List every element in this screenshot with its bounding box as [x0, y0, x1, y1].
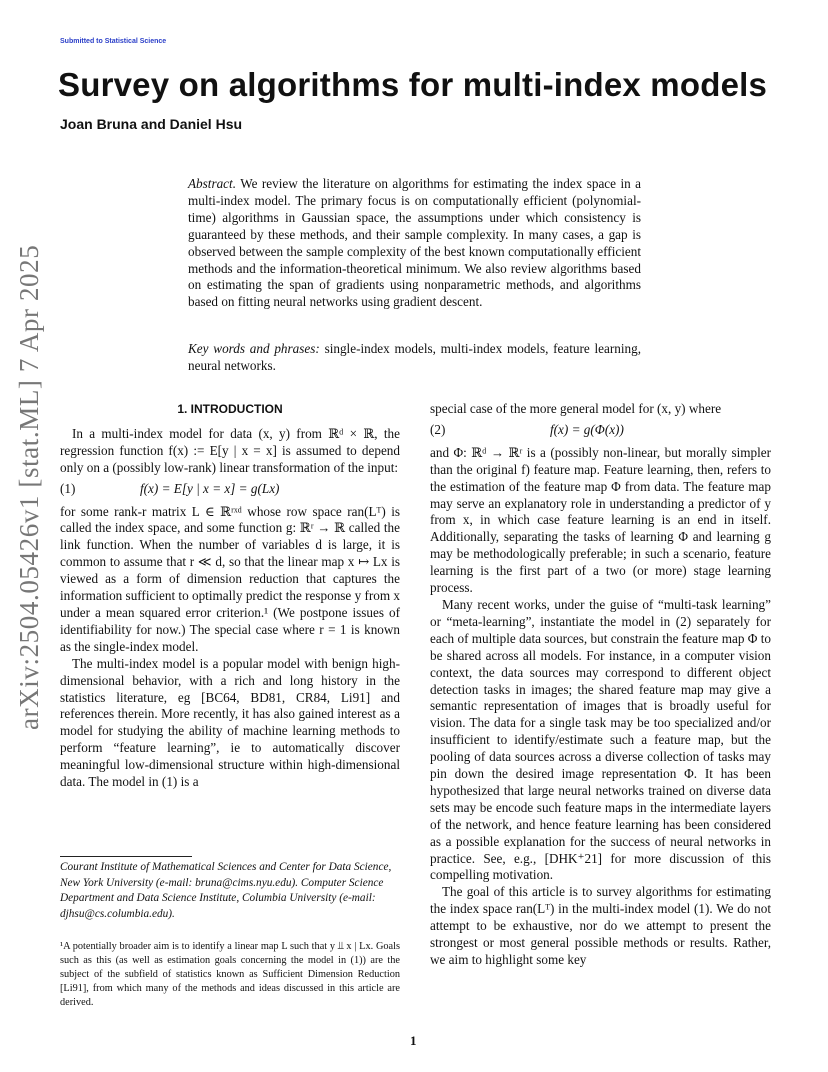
paragraph: special case of the more general model for (x, y) where [430, 401, 722, 416]
abstract-text: We review the literature on algorithms for estimating the index space in a multi-index model. The primary focus is on computationally efficient (polynomial-time) algorithms in Gaussian space, the assumptions under which consistency is guaranteed by these methods, and their sample complexity. In many cases, a gap is observed between the sample complexity of the best known computationally efficient methods and the information-theoretical minimum. We also review algorithms based on estimating the span of gradients using nonparametric methods, and algorithms based on fitting neural networks using gradient descent. [188, 176, 641, 310]
paragraph: The goal of this article is to survey algorithms for estimating the index space ran(Lᵀ) in the multi-index model (1). We do not attempt to be exhaustive, nor do we attempt to present the strongest or most general possible methods or results. Rather, we aim to highlight some key [430, 884, 771, 967]
column-right [430, 401, 771, 969]
paper-title: Survey on algorithms for multi-index models [58, 66, 768, 103]
arxiv-stamp: arXiv:2504.05426v1 [stat.ML] 7 Apr 2025 [14, 244, 44, 730]
equation-body: f(x) = g(Φ(x)) [550, 421, 624, 437]
abstract-label: Abstract. [188, 176, 236, 191]
equation-body: f(x) = E[y | x = x] = g(Lx) [140, 480, 280, 496]
abstract [188, 176, 641, 311]
keywords-label: Key words and phrases: [188, 341, 320, 356]
paragraph: In a multi-index model for data (x, y) from ℝᵈ × ℝ, the regression function f(x) := E[y | x = x] is assumed to depend only on a (possibly low-rank) linear transformation of the input: [60, 425, 400, 475]
paragraph: for some rank-r matrix L ∈ ℝʳˣᵈ whose row space ran(Lᵀ) is called the index space, and some function g: ℝʳ → ℝ called the link function. When the number of variables d is large, it is common to assume that r ≪ d, so that the linear map x ↦ Lx is viewed as a form of dimension reduction that captures the information sufficient to optimally predict the response y from x under a mean squared error criterion.¹ (We postpone issues of identifiability for now.) The special case where r = 1 is known as the single-index model. [60, 503, 400, 654]
footnote-1: ¹A potentially broader aim is to identify a linear map L such that y ⫫ x | Lx. Goals such as this (as well as estimation goals concerning the model in (1)) are the subject of the subfield of statistics known as Sufficient Dimension Reduction [Li91], from which many of the methods and ideas discussed in this article are derived. [60, 941, 400, 1008]
column-left [60, 401, 400, 791]
page-number: 1 [410, 1033, 417, 1048]
paragraph: The multi-index model is a popular model with benign high-dimensional behavior, with a rich and long history in the statistics literature, eg [BC64, BD81, CR84, Li91] and references therein. More recently, it has also gained interest as a model for studying the ability of machine learning methods to perform “feature learning”, ie to automatically discover meaningful low-dimensional structure within high-dimensional data. The model in (1) is a [60, 655, 400, 790]
footnote-rule [60, 856, 192, 857]
equation-number: (1) [60, 480, 76, 496]
keywords [188, 341, 641, 375]
keywords-text: single-index models, multi-index models, feature learning, neural networks. [188, 341, 642, 373]
equation-2 [430, 422, 771, 439]
section-heading: 1. INTRODUCTION [177, 402, 283, 416]
equation-1 [60, 481, 400, 498]
authors: Joan Bruna and Daniel Hsu [60, 116, 243, 132]
venue-label: Submitted to Statistical Science [60, 38, 167, 45]
paragraph: Many recent works, under the guise of “multi-task learning” or “meta-learning”, instantiate the model in (2) separately for each of multiple data sources, but constrain the feature map Φ to be shared across all models. For instance, in a computer vision context, the data sources may correspond to different object detection tasks in images; the shared feature map may give a semantic representation of images that is broadly useful for vision. The data for a single task may be too specialized and/or insufficient to identify/estimate such a feature map, but the pooling of data sources across a diverse collection of tasks may pin down the desired image representation Φ. It has been hypothesized that large neural networks trained on diverse data sets may be encode such feature maps in the intermediate layers of the network, and hence feature learning has been considered as a possible explanation for the success of neural networks in practice. See, e.g., [DHK⁺21] for more discussion of this compelling motivation. [430, 596, 771, 883]
affiliations: Courant Institute of Mathematical Sciences and Center for Data Science, New York University (e-mail: bruna@cims.nyu.edu). Computer Science Department and Data Science Institute, Columbia University (e-mail: djhsu@cs.columbia.edu). [60, 861, 392, 920]
paragraph: and Φ: ℝᵈ → ℝʳ is a (possibly non-linear, but morally simpler than the original f) feature map. Feature learning, then, refers to the estimation of the feature map Φ from data. The feature map may serve an explanatory role in understanding a predictor of y from x, in which case feature learning is an end in itself. Additionally, separating the tasks of learning Φ and learning g may be methodologically preferable; in such a scenario, feature learning is the first part of a two (or more) stage learning process. [430, 444, 771, 596]
equation-number: (2) [430, 421, 446, 437]
